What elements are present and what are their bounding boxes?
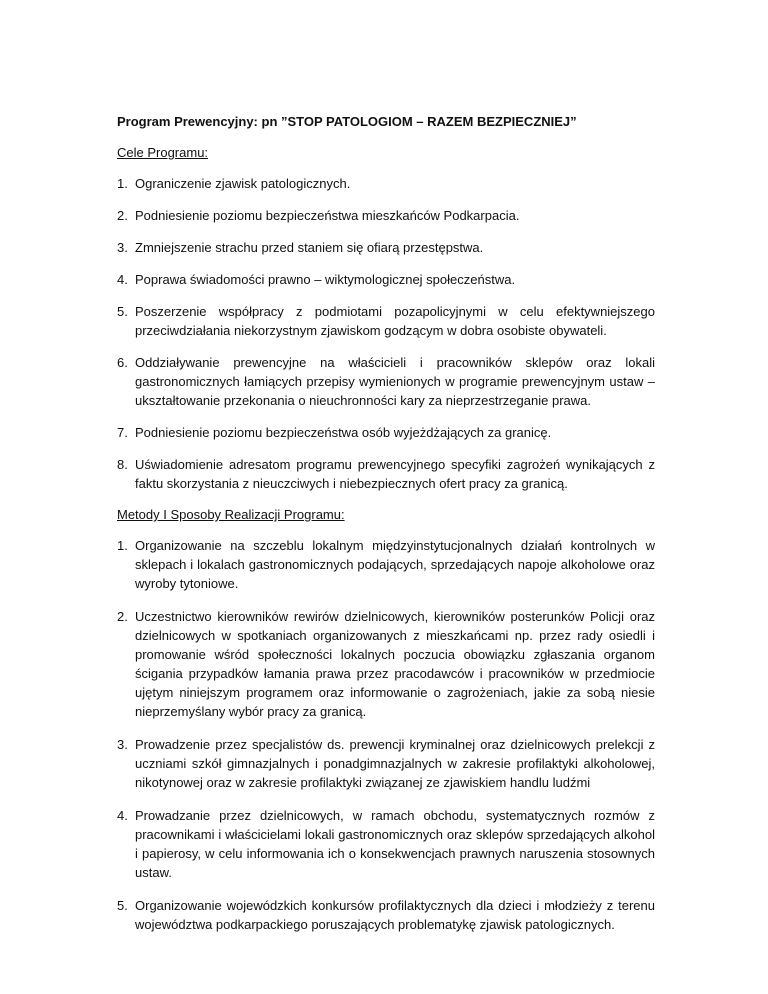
list-text: Zmniejszenie strachu przed staniem się ofiarą przestępstwa. bbox=[135, 240, 484, 255]
list-text: Uświadomienie adresatom programu prewencyjnego specyfiki zagrożeń wynikających z faktu skorzystania z nieuczciwych i niebezpiecznych ofert pracy za granicą. bbox=[135, 457, 655, 491]
goals-heading: Cele Programu: bbox=[117, 145, 209, 160]
methods-heading: Metody I Sposoby Realizacji Programu: bbox=[117, 507, 345, 522]
list-text: Organizowanie na szczeblu lokalnym międzyinstytucjonalnych działań kontrolnych w sklepach i lokalach gastronomicznych podających, sprzedających napoje alkoholowe oraz wyroby tytoniowe. bbox=[135, 538, 655, 591]
goal-item bbox=[117, 302, 655, 340]
list-number: 5. bbox=[117, 304, 128, 319]
goal-item bbox=[117, 238, 655, 257]
list-text: Podniesienie poziomu bezpieczeństwa osób wyjeżdżających za granicę. bbox=[135, 425, 552, 440]
list-text: Uczestnictwo kierowników rewirów dzielnicowych, kierowników posterunków Policji oraz dzielnicowych w spotkaniach organizowanych z mieszkańcami np. przez rady osiedli i promowanie wśród społeczności lokalnych poczucia obowiązku zgłaszania organom ścigania przypadków łamania prawa przez pracodawców i pracowników w przedmiocie ujętym niniejszym programem oraz informowanie o zagrożeniach, jakie za sobą niesie nieprzemyślany wybór pracy za granicą. bbox=[135, 609, 655, 719]
list-text: Ograniczenie zjawisk patologicznych. bbox=[135, 176, 351, 191]
methods-list bbox=[117, 536, 655, 934]
document-title: Program Prewencyjny: pn ”STOP PATOLOGIOM – RAZEM BEZPIECZNIEJ” bbox=[117, 114, 577, 129]
list-number: 4. bbox=[117, 808, 128, 823]
method-item bbox=[117, 896, 655, 934]
list-text: Prowadzenie przez specjalistów ds. prewencji kryminalnej oraz dzielnicowych prelekcji z uczniami szkół gimnazjalnych i ponadgimnazjalnych w zakresie profilaktyki alkoholowej, nikotynowej oraz w zakresie profilaktyki związanej ze zjawiskiem handlu ludźmi bbox=[135, 737, 655, 790]
list-number: 1. bbox=[117, 176, 128, 191]
list-text: Prowadzanie przez dzielnicowych, w ramach obchodu, systematycznych rozmów z pracownikami i właścicielami lokali gastronomicznych oraz sklepów sprzedających alkohol i papierosy, w celu informowania ich o konsekwencjach prawnych naruszenia stosownych ustaw. bbox=[135, 808, 655, 880]
method-item bbox=[117, 735, 655, 792]
method-item bbox=[117, 806, 655, 882]
list-text: Oddziaływanie prewencyjne na właścicieli i pracowników sklepów oraz lokali gastronomicznych łamiących przepisy wymienionych w programie prewencyjnym ustaw – ukształtowanie przekonania o nieuchronności kary za nieprzestrzeganie prawa. bbox=[135, 355, 655, 408]
list-number: 5. bbox=[117, 898, 128, 913]
method-item bbox=[117, 536, 655, 593]
goal-item bbox=[117, 270, 655, 289]
goal-item bbox=[117, 206, 655, 225]
list-number: 4. bbox=[117, 272, 128, 287]
goal-item bbox=[117, 353, 655, 410]
list-number: 2. bbox=[117, 208, 128, 223]
list-text: Poszerzenie współpracy z podmiotami pozapolicyjnymi w celu efektywniejszego przeciwdziałania niekorzystnym zjawiskom godzącym w dobra osobiste obywateli. bbox=[135, 304, 655, 338]
list-number: 1. bbox=[117, 538, 128, 553]
method-item bbox=[117, 607, 655, 721]
list-number: 6. bbox=[117, 355, 128, 370]
list-number: 7. bbox=[117, 425, 128, 440]
list-text: Organizowanie wojewódzkich konkursów profilaktycznych dla dzieci i młodzieży z terenu województwa podkarpackiego poruszających problematykę zjawisk patologicznych. bbox=[135, 898, 655, 932]
goal-item bbox=[117, 455, 655, 493]
list-number: 8. bbox=[117, 457, 128, 472]
list-number: 2. bbox=[117, 609, 128, 624]
list-text: Poprawa świadomości prawno – wiktymologicznej społeczeństwa. bbox=[135, 272, 516, 287]
document-page bbox=[117, 113, 655, 934]
list-text: Podniesienie poziomu bezpieczeństwa mieszkańców Podkarpacia. bbox=[135, 208, 520, 223]
goal-item bbox=[117, 423, 655, 442]
list-number: 3. bbox=[117, 240, 128, 255]
goals-list bbox=[117, 174, 655, 493]
list-number: 3. bbox=[117, 737, 128, 752]
goal-item bbox=[117, 174, 655, 193]
